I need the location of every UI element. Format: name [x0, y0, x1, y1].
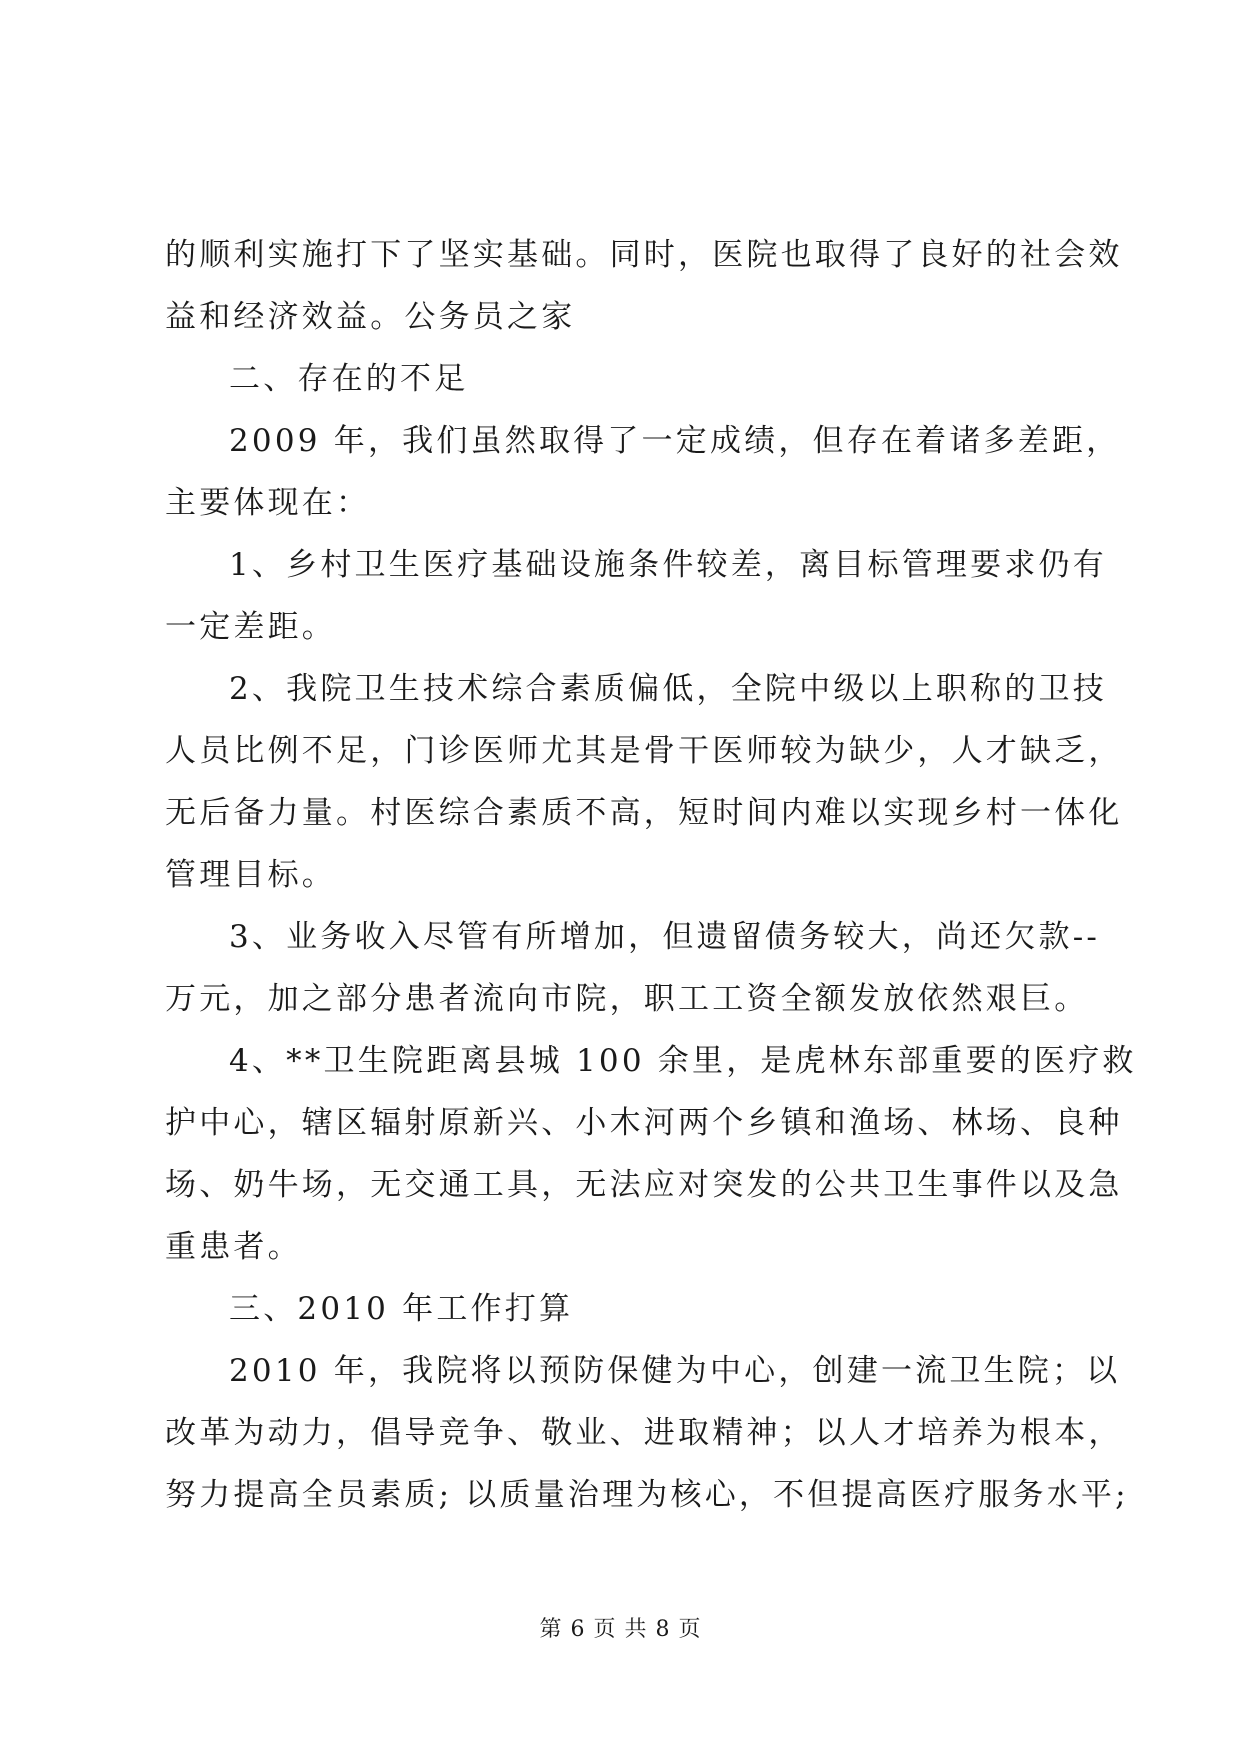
- text-line-10: 无后备力量。村医综合素质不高，短时间内难以实现乡村一体化: [165, 795, 1123, 831]
- text-line-1: 的顺利实施打下了坚实基础。同时，医院也取得了良好的社会效: [165, 237, 1123, 273]
- document-body: [165, 224, 1137, 1526]
- text-line-21: 努力提高全员素质; 以质量治理为核心，不但提高医疗服务水平;: [165, 1477, 1129, 1513]
- text-line-20: 改革为动力，倡导竞争、敬业、进取精神；以人才培养为根本，: [165, 1415, 1123, 1451]
- text-line-5: 主要体现在：: [165, 485, 371, 521]
- page-number-footer: 第 6 页 共 8 页: [539, 1617, 702, 1642]
- list-item-3: 3、业务收入尽管有所增加，但遗留债务较大，尚还欠款--: [229, 919, 1101, 955]
- text-line-2: 益和经济效益。公务员之家: [165, 299, 576, 335]
- list-item-4: 4、**卫生院距离县城 100 余里，是虎林东部重要的医疗救: [229, 1043, 1137, 1079]
- section-heading-2010-plan: 三、2010 年工作打算: [229, 1291, 574, 1327]
- text-line-13: 万元，加之部分患者流向市院，职工工资全额发放依然艰巨。: [165, 981, 1089, 1017]
- list-item-1: 1、乡村卫生医疗基础设施条件较差，离目标管理要求仍有: [229, 547, 1107, 583]
- text-line-19: 2010 年，我院将以预防保健为中心，创建一流卫生院；以: [229, 1353, 1121, 1389]
- section-heading-deficiencies: 二、存在的不足: [229, 361, 469, 397]
- text-line-11: 管理目标。: [165, 857, 336, 893]
- text-line-16: 场、奶牛场，无交通工具，无法应对突发的公共卫生事件以及急: [165, 1167, 1123, 1203]
- text-line-4: 2009 年，我们虽然取得了一定成绩，但存在着诸多差距，: [229, 423, 1121, 459]
- text-line-17: 重患者。: [165, 1229, 302, 1265]
- text-line-7: 一定差距。: [165, 609, 336, 645]
- text-line-9: 人员比例不足，门诊医师尤其是骨干医师较为缺少，人才缺乏，: [165, 733, 1123, 769]
- list-item-2: 2、我院卫生技术综合素质偏低，全院中级以上职称的卫技: [229, 671, 1107, 707]
- text-line-15: 护中心，辖区辐射原新兴、小木河两个乡镇和渔场、林场、良种: [165, 1105, 1123, 1141]
